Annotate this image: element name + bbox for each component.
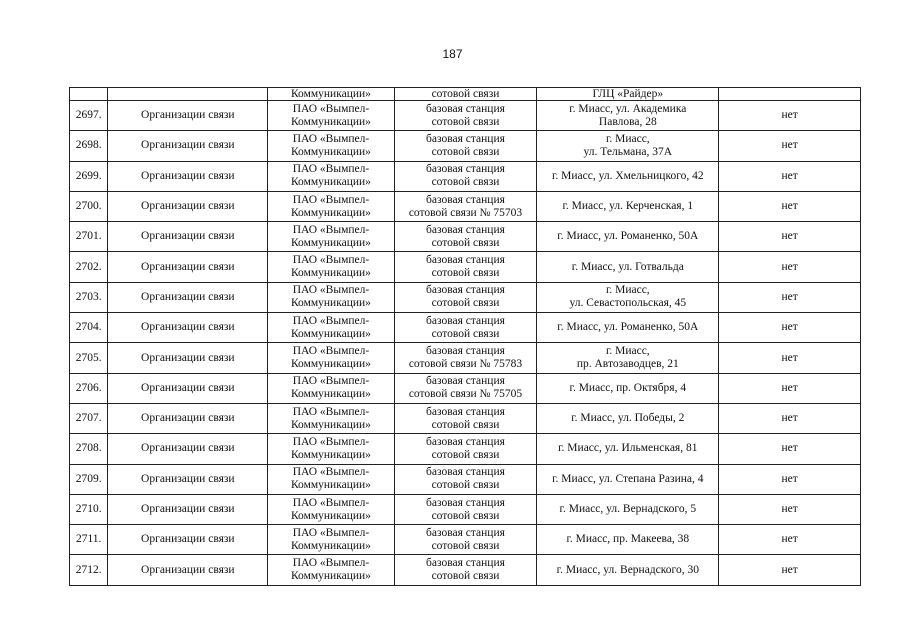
table-row: [70, 131, 861, 161]
cell-object-type: сотовой связи: [394, 88, 537, 101]
organization-line-2: Коммуникации»: [290, 388, 371, 401]
cell-category: Организации связи: [108, 101, 268, 131]
object-type-line-2: сотовой связи: [431, 448, 500, 461]
cell-flag: нет: [719, 494, 861, 524]
cell-num: 2702.: [70, 252, 108, 282]
cell-object-type: [394, 343, 537, 373]
table-row: [70, 434, 861, 464]
cell-category: Организации связи: [108, 222, 268, 252]
table-row: [70, 403, 861, 433]
cell-flag: нет: [719, 131, 861, 161]
cell-address: [537, 282, 719, 312]
organization-line-2: Коммуникации»: [290, 358, 371, 371]
cell-address: [537, 373, 719, 403]
object-type-line-1: базовая станция: [426, 526, 505, 539]
cell-organization: [268, 434, 394, 464]
object-type-line-2: сотовой связи: [431, 570, 500, 583]
cell-category: Организации связи: [108, 555, 268, 585]
cell-object-type: [394, 494, 537, 524]
address-line-2: ул. Севастопольская, 45: [569, 297, 687, 310]
cell-address: [537, 464, 719, 494]
cell-flag: нет: [719, 373, 861, 403]
organization-line-1: ПАО «Вымпел-: [292, 526, 370, 539]
object-type-line-2: сотовой связи: [431, 297, 500, 310]
cell-organization: Коммуникации»: [268, 88, 394, 101]
cell-category: Организации связи: [108, 282, 268, 312]
organization-line-1: ПАО «Вымпел-: [292, 102, 370, 115]
cell-num: 2704.: [70, 313, 108, 343]
cell-organization: [268, 222, 394, 252]
organization-line-1: ПАО «Вымпел-: [292, 314, 370, 327]
address-line-1: г. Миасс, ул. Романенко, 50А: [557, 321, 699, 334]
cell-num: 2710.: [70, 494, 108, 524]
cell-organization: [268, 282, 394, 312]
object-type-line-1: базовая станция: [426, 223, 505, 236]
organization-line-2: Коммуникации»: [290, 418, 371, 431]
object-type-line-1: базовая станция: [426, 193, 505, 206]
object-type-line-1: базовая станция: [426, 435, 505, 448]
cell-address: [537, 525, 719, 555]
cell-flag: нет: [719, 252, 861, 282]
cell-num: 2699.: [70, 161, 108, 191]
organization-line-1: ПАО «Вымпел-: [292, 132, 370, 145]
cell-num: 2705.: [70, 343, 108, 373]
address-line-1: г. Миасс, ул. Академика: [569, 102, 687, 115]
cell-category: Организации связи: [108, 252, 268, 282]
object-type-line-2: сотовой связи № 75783: [408, 358, 523, 371]
cell-address: [537, 252, 719, 282]
organization-line-1: ПАО «Вымпел-: [292, 284, 370, 297]
organization-line-1: ПАО «Вымпел-: [292, 375, 370, 388]
table-row: [70, 525, 861, 555]
cell-address: [537, 494, 719, 524]
table-row: [70, 313, 861, 343]
cell-address: ГЛЦ «Райдер»: [537, 88, 719, 101]
cell-flag: нет: [719, 434, 861, 464]
organization-line-2: Коммуникации»: [290, 539, 371, 552]
table-row: [70, 282, 861, 312]
address-line-1: г. Миасс,: [605, 284, 650, 297]
cell-address: [537, 222, 719, 252]
cell-object-type: [394, 131, 537, 161]
object-type-line-2: сотовой связи № 75705: [408, 388, 523, 401]
organization-line-2: Коммуникации»: [290, 509, 371, 522]
cell-flag: нет: [719, 555, 861, 585]
object-type-line-2: сотовой связи: [431, 236, 500, 249]
cell-num: 2697.: [70, 101, 108, 131]
address-line-1: г. Миасс, ул. Победы, 2: [571, 412, 685, 425]
address-line-1: г. Миасс, ул. Готвальда: [571, 260, 684, 273]
cell-object-type: [394, 161, 537, 191]
address-line-1: г. Миасс, пр. Макеева, 38: [566, 533, 690, 546]
continuation-row: [70, 88, 861, 101]
organization-line-2: Коммуникации»: [290, 297, 371, 310]
organization-line-1: ПАО «Вымпел-: [292, 435, 370, 448]
cell-category: Организации связи: [108, 525, 268, 555]
cell-object-type: [394, 525, 537, 555]
object-type-line-1: базовая станция: [426, 314, 505, 327]
address-line-1: г. Миасс, ул. Вернадского, 30: [556, 563, 699, 576]
table-row: [70, 222, 861, 252]
object-type-line-2: сотовой связи: [431, 479, 500, 492]
object-type-line-1: базовая станция: [426, 405, 505, 418]
cell-category: Организации связи: [108, 191, 268, 221]
cell-object-type: [394, 464, 537, 494]
organization-line-2: Коммуникации»: [290, 145, 371, 158]
organization-line-2: Коммуникации»: [290, 479, 371, 492]
cell-flag: нет: [719, 222, 861, 252]
cell-organization: [268, 191, 394, 221]
table-row: [70, 161, 861, 191]
registry-table-body: [70, 88, 861, 586]
cell-num: 2706.: [70, 373, 108, 403]
cell-num: 2700.: [70, 191, 108, 221]
cell-address: [537, 313, 719, 343]
table-row: [70, 191, 861, 221]
organization-line-2: Коммуникации»: [290, 206, 371, 219]
cell-object-type: [394, 403, 537, 433]
cell-flag: нет: [719, 191, 861, 221]
object-type-line-2: сотовой связи: [431, 418, 500, 431]
cell-address: [537, 343, 719, 373]
cell-category: Организации связи: [108, 494, 268, 524]
address-line-2: пр. Автозаводцев, 21: [576, 358, 679, 371]
address-line-1: г. Миасс, ул. Вернадского, 5: [559, 503, 697, 515]
object-type-line-1: базовая станция: [426, 557, 505, 570]
organization-line-2: Коммуникации»: [290, 570, 371, 583]
cell-num: 2709.: [70, 464, 108, 494]
cell-object-type: [394, 555, 537, 585]
organization-line-1: ПАО «Вымпел-: [292, 163, 370, 176]
cell-organization: [268, 313, 394, 343]
object-type-line-2: сотовой связи: [431, 145, 500, 158]
cell-object-type: [394, 222, 537, 252]
organization-line-2: Коммуникации»: [290, 327, 371, 340]
cell-category: [108, 88, 268, 101]
cell-organization: [268, 525, 394, 555]
table-row: [70, 373, 861, 403]
cell-address: [537, 191, 719, 221]
object-type-line-2: сотовой связи: [431, 176, 500, 189]
organization-line-2: Коммуникации»: [290, 236, 371, 249]
cell-category: Организации связи: [108, 403, 268, 433]
cell-organization: [268, 343, 394, 373]
object-type-line-2: сотовой связи: [431, 327, 500, 340]
object-type-line-1: базовая станция: [426, 284, 505, 297]
organization-line-1: ПАО «Вымпел-: [292, 496, 370, 509]
cell-category: Организации связи: [108, 131, 268, 161]
cell-object-type: [394, 282, 537, 312]
table-row: [70, 555, 861, 585]
organization-line-1: ПАО «Вымпел-: [292, 345, 370, 358]
cell-num: 2711.: [70, 525, 108, 555]
cell-organization: [268, 161, 394, 191]
cell-object-type: [394, 434, 537, 464]
organization-line-2: Коммуникации»: [290, 267, 371, 280]
organization-line-1: ПАО «Вымпел-: [292, 193, 370, 206]
table-row: [70, 494, 861, 524]
page-number: 187: [442, 47, 463, 61]
cell-object-type: [394, 101, 537, 131]
object-type-line-1: базовая станция: [426, 132, 505, 145]
object-type-line-2: сотовой связи: [431, 539, 500, 552]
object-type-line-1: базовая станция: [426, 466, 505, 479]
object-type-line-1: базовая станция: [426, 254, 505, 267]
address-line-1: г. Миасс, ул. Романенко, 50А: [557, 230, 699, 243]
organization-line-2: Коммуникации»: [290, 115, 371, 128]
address-line-1: г. Миасс, пр. Октября, 4: [569, 381, 687, 394]
object-type-line-1: базовая станция: [426, 375, 505, 388]
object-type-line-2: сотовой связи: [431, 509, 500, 522]
cell-organization: [268, 464, 394, 494]
cell-num: 2712.: [70, 555, 108, 585]
cell-organization: [268, 101, 394, 131]
cell-num: [70, 88, 108, 101]
organization-line-2: Коммуникации»: [290, 176, 371, 189]
organization-line-1: ПАО «Вымпел-: [292, 254, 370, 267]
object-type-line-2: сотовой связи: [431, 115, 500, 128]
table-row: [70, 343, 861, 373]
cell-num: 2703.: [70, 282, 108, 312]
cell-address: [537, 434, 719, 464]
cell-address: [537, 403, 719, 433]
address-line-2: Павлова, 28: [598, 115, 657, 128]
address-line-1: г. Миасс, ул. Керченская, 1: [562, 200, 694, 213]
cell-address: [537, 101, 719, 131]
object-type-line-2: сотовой связи № 75703: [408, 206, 523, 219]
cell-organization: [268, 252, 394, 282]
address-line-1: г. Миасс,: [605, 345, 650, 358]
cell-category: Организации связи: [108, 434, 268, 464]
cell-organization: [268, 131, 394, 161]
cell-flag: нет: [719, 403, 861, 433]
object-type-line-1: базовая станция: [426, 102, 505, 115]
cell-num: 2707.: [70, 403, 108, 433]
cell-organization: [268, 494, 394, 524]
cell-object-type: [394, 373, 537, 403]
cell-flag: нет: [719, 464, 861, 494]
cell-organization: [268, 403, 394, 433]
cell-num: 2698.: [70, 131, 108, 161]
cell-flag: нет: [719, 282, 861, 312]
cell-num: 2701.: [70, 222, 108, 252]
cell-category: Организации связи: [108, 161, 268, 191]
cell-object-type: [394, 252, 537, 282]
table-row: [70, 252, 861, 282]
cell-organization: [268, 373, 394, 403]
cell-object-type: [394, 191, 537, 221]
address-line-1: г. Миасс, ул. Степана Разина, 4: [552, 472, 704, 485]
organization-line-2: Коммуникации»: [290, 448, 371, 461]
cell-category: Организации связи: [108, 313, 268, 343]
object-type-line-2: сотовой связи: [431, 267, 500, 280]
cell-flag: нет: [719, 343, 861, 373]
organization-line-1: ПАО «Вымпел-: [292, 557, 370, 570]
table-row: [70, 464, 861, 494]
cell-category: Организации связи: [108, 343, 268, 373]
organization-line-1: ПАО «Вымпел-: [292, 223, 370, 236]
registry-table: [69, 87, 861, 586]
cell-address: [537, 131, 719, 161]
table-row: [70, 101, 861, 131]
cell-flag: нет: [719, 161, 861, 191]
cell-category: Организации связи: [108, 373, 268, 403]
organization-line-1: ПАО «Вымпел-: [292, 466, 370, 479]
cell-category: Организации связи: [108, 464, 268, 494]
organization-line-1: ПАО «Вымпел-: [292, 405, 370, 418]
object-type-line-1: базовая станция: [426, 163, 505, 176]
address-line-1: г. Миасс,: [605, 132, 650, 145]
cell-flag: нет: [719, 101, 861, 131]
cell-flag: нет: [719, 313, 861, 343]
address-line-1: г. Миасс, ул. Ильменская, 81: [558, 442, 698, 455]
address-line-2: ул. Тельмана, 37А: [583, 145, 673, 158]
cell-flag: нет: [719, 525, 861, 555]
cell-address: [537, 161, 719, 191]
cell-object-type: [394, 313, 537, 343]
address-line-1: г. Миасс, ул. Хмельницкого, 42: [551, 169, 704, 182]
cell-organization: [268, 555, 394, 585]
cell-address: [537, 555, 719, 585]
cell-flag: [719, 88, 861, 101]
object-type-line-1: базовая станция: [426, 345, 505, 358]
object-type-line-1: базовая станция: [426, 496, 505, 509]
cell-num: 2708.: [70, 434, 108, 464]
